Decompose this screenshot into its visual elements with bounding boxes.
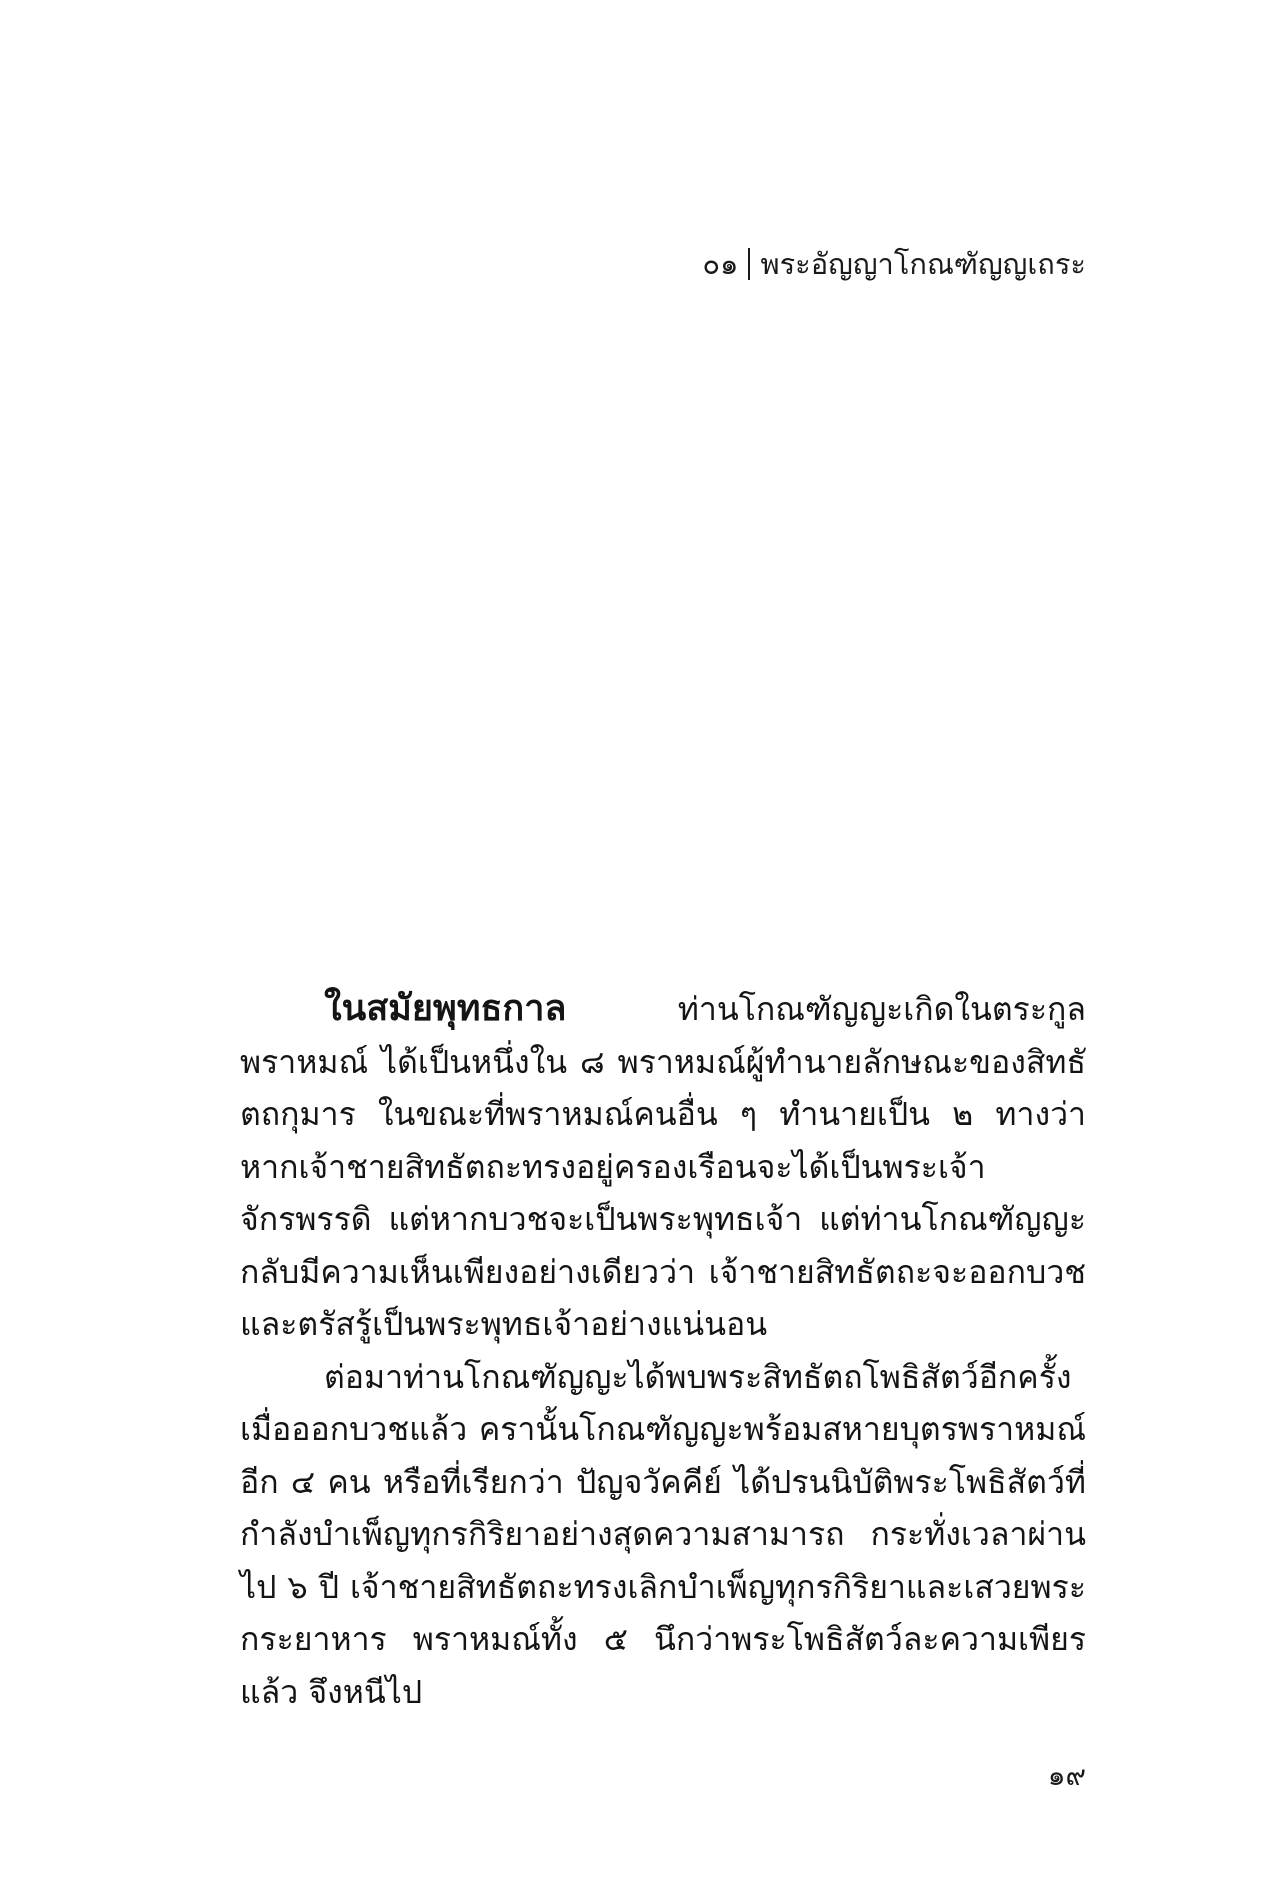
chapter-title: พระอัญญาโกณฑัญญเถระ xyxy=(760,247,1086,281)
header-divider xyxy=(748,248,750,280)
paragraph-1 xyxy=(240,982,1086,1351)
lead-phrase: ในสมัยพุทธกาล xyxy=(324,987,567,1029)
paragraph-2: ต่อมาท่านโกณฑัญญะได้พบพระสิทธัตถโพธิสัตว์อีกครั้งเมื่อออกบวชแล้ว ครานั้นโกณฑัญญะพร้อมสหายบุตรพราหมณ์อีก ๔ คน หรือที่เรียกว่า ปัญจวัคคีย์ ได้ปรนนิบัติพระโพธิสัตว์ที่กำลังบำเพ็ญทุกรกิริยาอย่างสุดความสามารถ กระทั่งเวลาผ่านไป ๖ ปี เจ้าชายสิทธัตถะทรงเลิกบำเพ็ญทุกรกิริยาและเสวยพระกระยาหาร พราหมณ์ทั้ง ๕ นึกว่าพระโพธิสัตว์ละความเพียรแล้ว จึงหนีไป xyxy=(240,1357,1086,1711)
running-header xyxy=(702,244,1086,284)
paragraph-1-text: ท่านโกณฑัญญะเกิดในตระกูลพราหมณ์ ได้เป็นหนึ่งใน ๘ พราหมณ์ผู้ทำนายลักษณะของสิทธัตถกุมาร ในขณะที่พราหมณ์คนอื่น ๆ ทำนายเป็น ๒ ทางว่า หากเจ้าชายสิทธัตถะทรงอยู่ครองเรือนจะได้เป็นพระเจ้าจักรพรรดิ แต่หากบวชจะเป็นพระพุทธเจ้า แต่ท่านโกณฑัญญะกลับมีความเห็นเพียงอย่างเดียวว่า เจ้าชายสิทธัตถะจะออกบวชและตรัสรู้เป็นพระพุทธเจ้าอย่างแน่นอน xyxy=(240,990,1087,1343)
chapter-number: ๐๑ xyxy=(702,247,739,281)
body-text xyxy=(240,982,1086,1718)
page-number: ๑๙ xyxy=(1047,1759,1086,1792)
